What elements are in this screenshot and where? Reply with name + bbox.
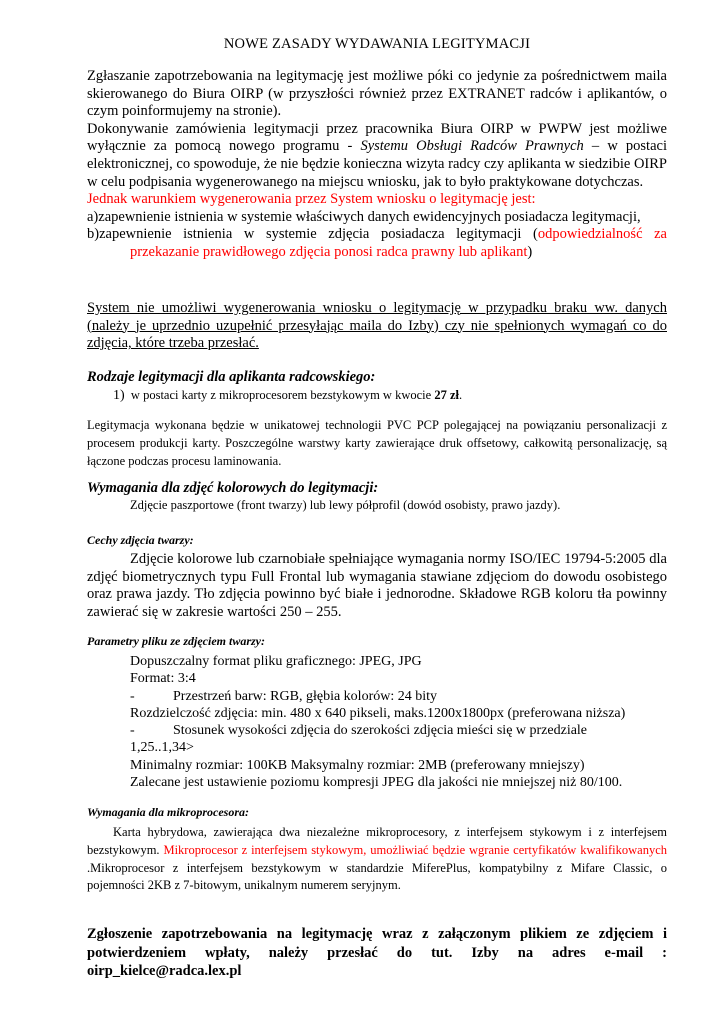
intro-p2-text-a: Dokonywanie zamówienia legitymacji przez pracownika Biura OIRP w PWPW jest możliwe wyłącznie za pomocą nowego programu - — [87, 120, 667, 155]
photo-req-text: Zdjęcie paszportowe (front twarzy) lub lewy półprofil (dowód osobisty, prawo jazdy). — [130, 498, 561, 512]
params-line-aspect — [130, 722, 667, 739]
micro-text-red: Mikroprocesor z interfejsem stykowym, umożliwiać będzie wgranie certyfikatów kwalifikowanych — [163, 842, 667, 857]
micro-text-a: Karta hybrydowa, zawierająca dwa niezależne mikroprocesory, z interfejsem stykowym i z interfejsem bezstykowym. — [87, 825, 667, 857]
micro-text — [87, 824, 667, 895]
params-color-text: Przestrzeń barw: RGB, głębia kolorów: 24 bity — [173, 688, 438, 704]
face-text: Zdjęcie kolorowe lub czarnobiałe spełniające wymagania normy ISO/IEC 19794-5:2005 dla zdjęć biometrycznych typu Full Frontal lub wymagania stawiane zdjęciom do dowodu osobistego oraz prawa jazdy. Tło zdjęcia powinno być białe i jednorodne. Składowe RGB koloru tła powinny zawierać się w zakresie wartości 250 – 255. — [87, 551, 667, 620]
micro-section — [87, 805, 667, 895]
tech-section — [87, 417, 667, 470]
document-title: NOWE ZASADY WYDAWANIA LEGITYMACJI — [223, 36, 531, 52]
params-list — [87, 653, 667, 791]
face-heading: Cechy zdjęcia twarzy: — [87, 533, 194, 547]
types-item-text: w postaci karty z mikroprocesorem bezstykowym w kwocie — [130, 388, 435, 402]
tech-description: Legitymacja wykonana będzie w unikatowej technologii PVC PCP polegającej na powiązaniu personalizacji z procesem produkcji karty. Poszczególne warstwy karty zawierające druk offsetowy, całkowitą personalizację, są łączone podczas procesu laminowania. — [87, 418, 667, 468]
condition-b-text: b)zapewnienie istnienia w systemie zdjęcia posiadacza legitymacji ( — [87, 226, 538, 243]
intro-p2-text-b: – w postaci elektronicznej, co spowoduje, że nie będzie konieczna wizyta radcy czy aplikanta w siedzibie OIRP w celu podpisania wygenerowanego na miejscu wniosku, jak to było praktykowane dotychczas. — [87, 138, 667, 190]
warning-section — [87, 300, 667, 353]
params-heading: Parametry pliku ze zdjęciem twarzy: — [87, 634, 265, 648]
intro-p2-italic: Systemu Obsługi Radców Prawnych — [360, 138, 584, 155]
system-warning: System nie umożliwi wygenerowania wniosku o legitymację w przypadku braku ww. danych (należy je uprzednio uzupełnić przesyłając maila do Izby) czy nie spełnionych wymagań co do zdjęcia, które trzeba przesłać. — [87, 300, 667, 352]
footer-section — [87, 925, 667, 981]
intro-paragraph-1: Zgłaszanie zapotrzebowania na legitymację jest możliwe póki co jedynie za pośrednictwem maila skierowanego do Biura OIRP (w przyszłości również przez EXTRANET radców i aplikantów, o czym poinformujemy na stronie). — [87, 68, 667, 120]
types-item-price: 27 zł — [434, 388, 459, 402]
params-dash-2: - — [130, 723, 135, 739]
types-heading: Rodzaje legitymacji dla aplikanta radcowskiego: — [87, 369, 376, 385]
condition-a: a)zapewnienie istnienia w systemie właściwych danych ewidencyjnych posiadacza legitymacji, — [87, 208, 641, 225]
types-item-number: 1) — [113, 388, 125, 403]
micro-heading: Wymagania dla mikroprocesora: — [87, 805, 250, 819]
condition-b-red: odpowiedzialność za przekazanie prawidłowego zdjęcia ponosi radca prawny lub aplikant — [130, 226, 667, 260]
types-section — [87, 369, 667, 405]
params-line-range: 1,25..1,34> — [130, 740, 194, 756]
params-line-size: Minimalny rozmiar: 100KB Maksymalny rozmiar: 2MB (preferowany mniejszy) — [130, 757, 585, 773]
condition-b — [87, 226, 667, 261]
intro-paragraph-2 — [87, 121, 667, 191]
footer-instruction: Zgłoszenie zapotrzebowania na legitymację wraz z załączonym plikiem ze zdjęciem i potwierdzeniem wpłaty, należy przesłać do tut. Izby na adres e-mail : oirp_kielce@radca.lex.pl — [87, 926, 667, 979]
params-section — [87, 634, 667, 791]
params-line-color — [130, 688, 667, 705]
types-item-end: . — [458, 388, 463, 402]
params-line-ratio: Format: 3:4 — [130, 671, 196, 687]
photo-req-section — [87, 480, 667, 515]
params-dash-1: - — [130, 688, 135, 704]
params-line-resolution: Rozdzielczość zdjęcia: min. 480 x 640 pikseli, maks.1200x1800px (preferowana niższa) — [130, 705, 626, 721]
params-aspect-text: Stosunek wysokości zdjęcia do szerokości zdjęcia mieści się w przedziale — [173, 723, 588, 739]
params-line-compression: Zalecane jest ustawienie poziomu kompresji JPEG dla jakości nie mniejszej niż 80/100. — [130, 775, 623, 791]
requirement-intro: Jednak warunkiem wygenerowania przez System wniosku o legitymację jest: — [87, 191, 536, 208]
face-section — [87, 533, 667, 621]
micro-text-b: .Mikroprocesor z interfejsem bezstykowym w standardzie MiferePlus, kompatybilny z Mifare Classic, o pojemności 2KB z 7-bitowym, unikalnym numerem seryjnym. — [87, 860, 667, 893]
types-item-1 — [87, 387, 667, 405]
condition-b-end: ) — [527, 243, 533, 260]
params-line-format: Dopuszczalny format pliku graficznego: JPEG, JPG — [130, 654, 422, 669]
intro-section — [87, 68, 667, 262]
photo-req-heading: Wymagania dla zdjęć kolorowych do legitymacji: — [87, 480, 379, 496]
